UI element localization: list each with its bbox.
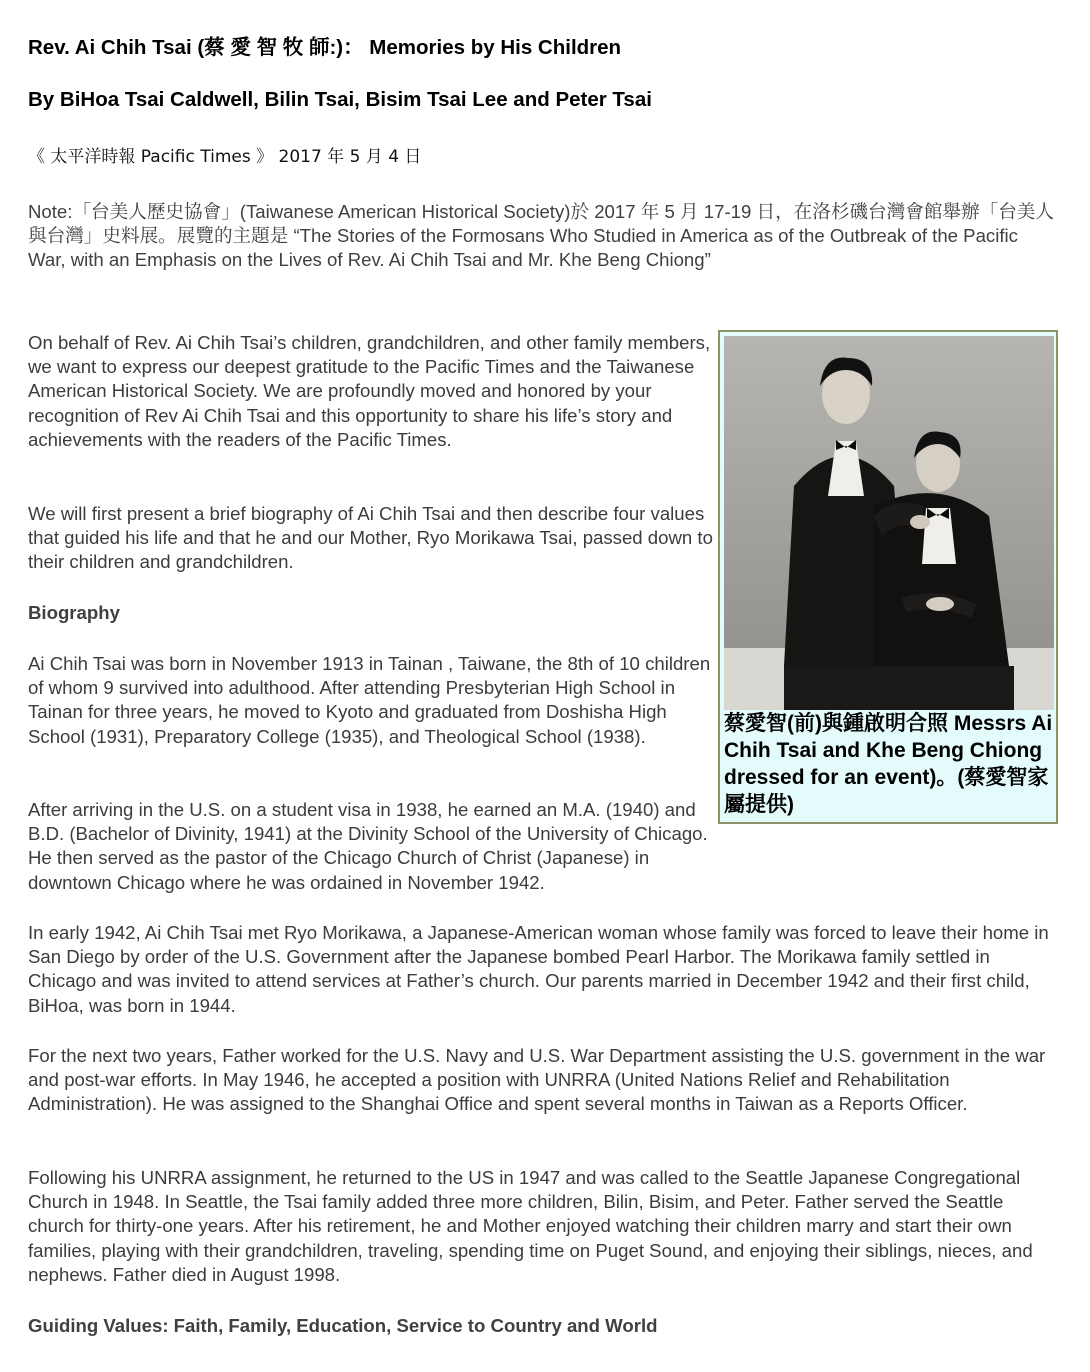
article-authors: By BiHoa Tsai Caldwell, Bilin Tsai, Bisim Tsai Lee and Peter Tsai xyxy=(28,88,652,111)
historical-photo xyxy=(724,336,1054,710)
article-title: Rev. Ai Chih Tsai (蔡 愛 智 牧 師:)： Memories by His Children xyxy=(28,36,622,59)
paragraph-intro: We will first present a brief biography of Ai Chih Tsai and then describe four values that guided his life and that he and our Mother, Ryo Morikawa Tsai, passed down to their children and grandchildren. xyxy=(28,503,713,573)
publication-source: 《 太平洋時報 Pacific Times 》 2017 年 5 月 4 日 xyxy=(28,147,422,167)
photo-caption: 蔡愛智(前)與鍾啟明合照 Messrs Ai Chih Tsai and Khe Beng Chiong dressed for an event)。(蔡愛智家屬提供) xyxy=(724,712,1053,816)
photo-figure xyxy=(718,330,1058,824)
heading-biography: Biography xyxy=(28,602,120,623)
paragraph-seattle: Following his UNRRA assignment, he returned to the US in 1947 and was called to the Seattle Japanese Congregational Church in 1948. In Seattle, the Tsai family added three more children, Bilin, Bisim, and Peter. Father served the Seattle church for thirty-one years. After his retirement, he and Mother enjoyed watching their children marry and start their own families, playing with their grandchildren, traveling, spending time on Puget Sound, and enjoying their siblings, nieces, and nephews. Father died in August 1998. xyxy=(28,1167,1033,1285)
editor-note: Note:「台美人歷史協會」(Taiwanese American Historical Society)於 2017 年 5 月 17-19 日，在洛杉磯台灣會館舉辦「台美人與台灣」史料展。展覽的主題是 “The Stories of the Formosans Who Studied in America as of the Outbreak of the Pacific War, with an Emphasis on the Lives of Rev. Ai Chih Tsai and Mr. Khe Beng Chiong” xyxy=(28,201,1054,271)
photo-illustration xyxy=(724,336,1054,710)
paragraph-early-life: Ai Chih Tsai was born in November 1913 in Tainan , Taiwane, the 8th of 10 children of whom 9 survived into adulthood. After attending Presbyterian High School in Tainan for three years, he moved to Kyoto and graduated from Doshisha High School (1931), Preparatory College (1935), and Theological School (1938). xyxy=(28,653,711,747)
paragraph-chicago-text: After arriving in the U.S. on a student visa in 1938, he earned an M.A. (1940) and B.D. (Bachelor of Divinity, 1941) at the Divinity School of the University of Chicago. He then served as the pastor of the Chicago Church of Christ (Japanese) in downtown Chicago where he was ordained in November 1942. xyxy=(28,799,708,893)
heading-guiding-values: Guiding Values: Faith, Family, Education, Service to Country and World xyxy=(28,1315,658,1336)
paragraph-marriage: In early 1942, Ai Chih Tsai met Ryo Morikawa, a Japanese-American woman whose family was forced to leave their home in San Diego by order of the U.S. Government after the Japanese bombed Pearl Harbor. The Morikawa family settled in Chicago and was invited to attend services at Father’s church. Our parents married in December 1942 and their first child, BiHoa, was born in 1944. xyxy=(28,922,1049,1016)
paragraph-gratitude: On behalf of Rev. Ai Chih Tsai’s children, grandchildren, and other family members, we want to express our deepest gratitude to the Pacific Times and the Taiwanese American Historical Society. We are profoundly moved and honored by your recognition of Rev Ai Chih Tsai and this opportunity to share his life’s story and achievements with the readers of the Pacific Times. xyxy=(28,332,711,450)
paragraph-war-service: For the next two years, Father worked for the U.S. Navy and U.S. War Department assisting the U.S. government in the war and post-war efforts. In May 1946, he accepted a position with UNRRA (United Nations Relief and Rehabilitation Administration). He was assigned to the Shanghai Office and spent several months in Taiwan as a Reports Officer. xyxy=(28,1045,1046,1115)
